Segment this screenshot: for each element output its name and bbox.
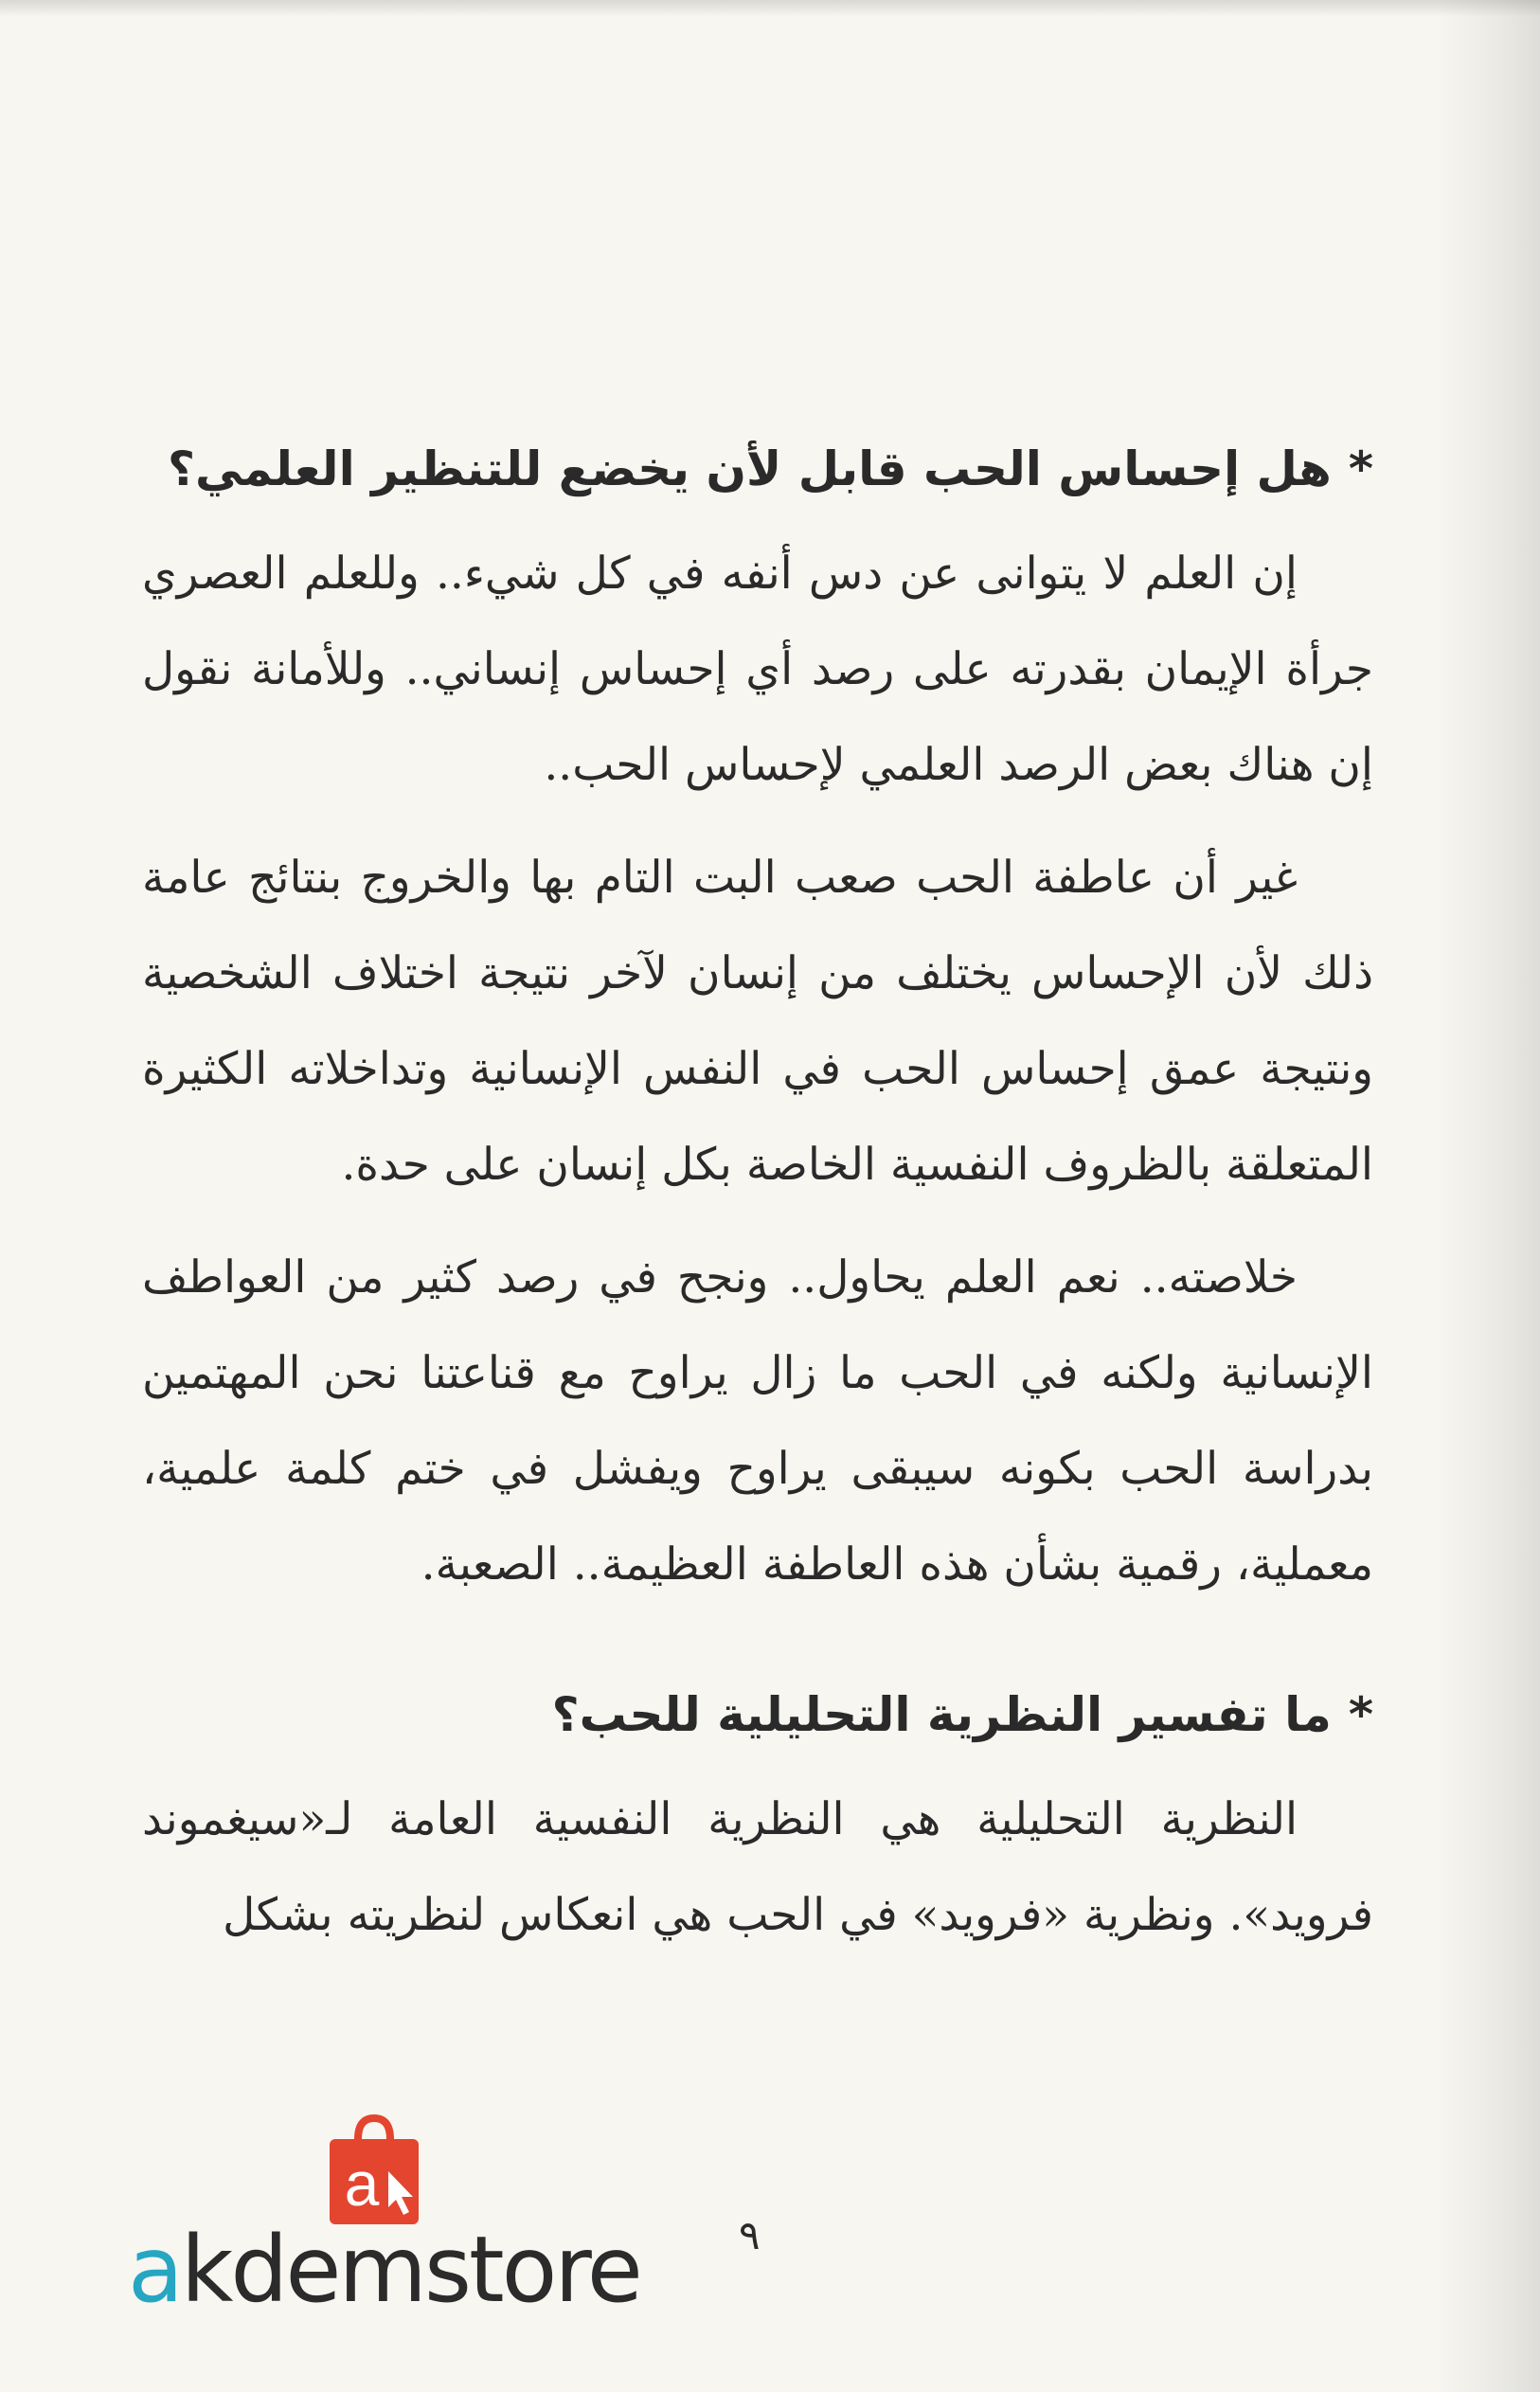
heading-asterisk-icon: *: [1348, 441, 1373, 496]
heading-text: ما تفسير النظرية التحليلية للحب؟: [551, 1687, 1332, 1742]
page-number: ٩: [739, 2212, 761, 2258]
heading-text: هل إحساس الحب قابل لأن يخضع للتنظير العلمي؟: [168, 441, 1332, 496]
page-edge-shadow: [1436, 0, 1540, 2392]
section-heading-1: [142, 422, 1373, 516]
paragraph-1: إن العلم لا يتوانى عن دس أنفه في كل شيء.. وللعلم العصري جرأة الإيمان بقدرته على رصد أي إحساس إنساني.. وللأمانة نقول إن هناك بعض الرصد العلمي لإحساس الحب..: [142, 548, 1373, 791]
scan-top-shadow: [0, 0, 1540, 17]
paragraph-3: خلاصته.. نعم العلم يحاول.. ونجح في رصد كثير من العواطف الإنسانية ولكنه في الحب ما زال يراوح مع قناعتنا نحن المهتمين بدراسة الحب بكونه سيبقى يراوح ويفشل في ختم كلمة علمية، معملية، رقمية بشأن هذه العاطفة العظيمة.. الصعبة.: [142, 1251, 1373, 1591]
store-name: akdemstore: [128, 2217, 640, 2323]
section-heading-2: [142, 1667, 1373, 1762]
shopping-bag-icon: [322, 2113, 426, 2226]
paragraph-4: النظرية التحليلية هي النظرية النفسية العامة لـ«سيغموند فرويد». ونظرية «فرويد» في الحب هي انعكاس لنظريته بشكل: [142, 1793, 1373, 1941]
svg-text:a: a: [344, 2149, 380, 2219]
heading-asterisk-icon: *: [1348, 1687, 1373, 1742]
page-body: [142, 422, 1373, 1980]
store-watermark-logo: [128, 2113, 640, 2323]
paragraph-2: غير أن عاطفة الحب صعب البت التام بها والخروج بنتائج عامة ذلك لأن الإحساس يختلف من إنسان لآخر نتيجة اختلاف الشخصية ونتيجة عمق إحساس الحب في النفس الإنسانية وتداخلاته الكثيرة المتعلقة بالظروف النفسية الخاصة بكل إنسان على حدة.: [142, 852, 1373, 1191]
